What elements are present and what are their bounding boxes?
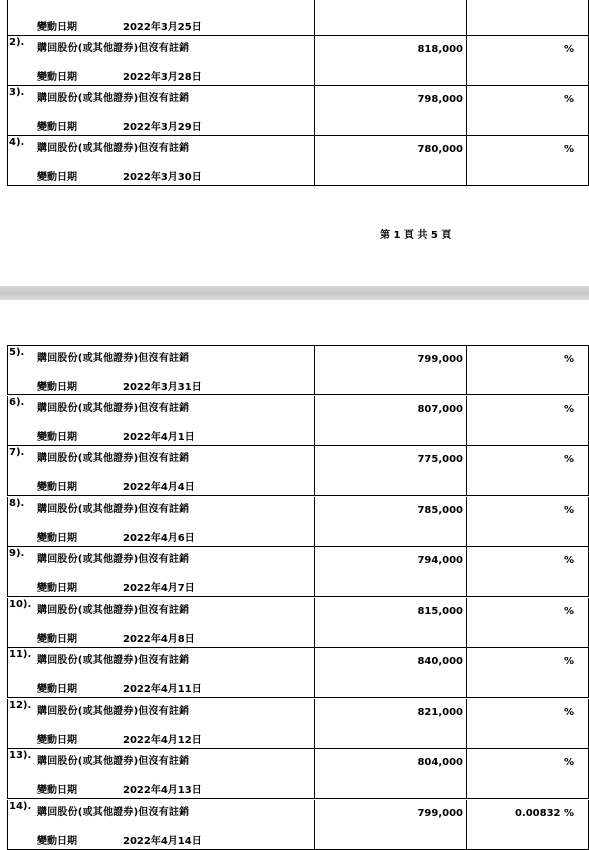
row-number: 2). bbox=[9, 37, 25, 48]
change-date-label: 變動日期 bbox=[37, 431, 77, 443]
row-description: 購回股份(或其他證券)但沒有註銷 bbox=[37, 93, 190, 104]
row-description: 購回股份(或其他證券)但沒有註銷 bbox=[37, 143, 190, 154]
share-count: 780,000 bbox=[417, 144, 463, 155]
percentage: % bbox=[563, 757, 574, 768]
row-number: 3). bbox=[9, 87, 25, 98]
percentage: % bbox=[563, 144, 574, 155]
change-date-value: 2022年3月29日 bbox=[123, 122, 202, 133]
share-count: 785,000 bbox=[417, 504, 463, 516]
change-date-label: 變動日期 bbox=[37, 172, 77, 183]
row-description: 購回股份(或其他證券)但沒有註銷 bbox=[37, 604, 190, 616]
change-date-label: 變動日期 bbox=[37, 22, 77, 33]
share-count: 799,000 bbox=[417, 807, 463, 819]
share-count: 775,000 bbox=[417, 454, 463, 465]
change-date-label: 變動日期 bbox=[37, 482, 77, 493]
percentage: % bbox=[563, 354, 574, 365]
change-date-label: 變動日期 bbox=[37, 633, 77, 645]
share-count: 807,000 bbox=[417, 403, 463, 415]
change-date-label: 變動日期 bbox=[37, 785, 77, 796]
row-description: 購回股份(或其他證券)但沒有註銷 bbox=[37, 453, 190, 464]
change-date-value: 2022年3月28日 bbox=[123, 72, 202, 83]
change-date-label: 變動日期 bbox=[37, 122, 77, 133]
change-date-label: 變動日期 bbox=[37, 684, 77, 695]
share-count: 840,000 bbox=[417, 656, 463, 667]
percentage: % bbox=[563, 706, 574, 718]
share-count: 821,000 bbox=[417, 706, 463, 718]
row-description: 購回股份(或其他證券)但沒有註銷 bbox=[37, 402, 190, 414]
change-date-value: 2022年4月4日 bbox=[123, 482, 195, 493]
change-date-value: 2022年3月25日 bbox=[123, 22, 202, 33]
page-footer: 第 1 頁 共 5 頁 bbox=[380, 230, 452, 241]
percentage: % bbox=[563, 44, 574, 55]
table-row bbox=[7, 396, 589, 446]
table-row bbox=[7, 36, 589, 86]
row-description: 購回股份(或其他證券)但沒有註銷 bbox=[37, 43, 190, 54]
row-number: 13). bbox=[9, 750, 32, 761]
change-date-value: 2022年4月7日 bbox=[123, 583, 195, 594]
change-date-value: 2022年4月14日 bbox=[123, 835, 202, 847]
row-number: 12). bbox=[9, 699, 32, 711]
row-number: 14). bbox=[9, 800, 32, 812]
table-row bbox=[7, 0, 589, 36]
table-row bbox=[7, 648, 589, 698]
document-page-2 bbox=[0, 300, 589, 847]
table-row bbox=[7, 749, 589, 799]
table-row bbox=[7, 800, 589, 850]
percentage: % bbox=[563, 454, 574, 465]
share-count: 799,000 bbox=[417, 354, 463, 365]
table-row bbox=[7, 547, 589, 597]
change-date-label: 變動日期 bbox=[37, 382, 77, 393]
table-row bbox=[7, 497, 589, 547]
change-date-value: 2022年3月30日 bbox=[123, 172, 202, 183]
row-number: 5). bbox=[9, 347, 25, 358]
row-number: 9). bbox=[9, 548, 25, 559]
table-row bbox=[7, 345, 589, 395]
document-page-1 bbox=[0, 0, 589, 286]
row-description: 購回股份(或其他證券)但沒有註銷 bbox=[37, 655, 190, 666]
percentage: % bbox=[563, 605, 574, 617]
change-date-label: 變動日期 bbox=[37, 835, 77, 847]
row-number: 11). bbox=[9, 649, 32, 660]
row-description: 購回股份(或其他證券)但沒有註銷 bbox=[37, 353, 190, 364]
percentage: % bbox=[563, 403, 574, 415]
change-date-value: 2022年4月6日 bbox=[123, 532, 195, 544]
percentage: % bbox=[563, 555, 574, 566]
row-description: 購回股份(或其他證券)但沒有註銷 bbox=[37, 756, 190, 767]
row-number: 10). bbox=[9, 598, 32, 610]
change-date-label: 變動日期 bbox=[37, 72, 77, 83]
row-description: 購回股份(或其他證券)但沒有註銷 bbox=[37, 705, 190, 717]
row-number: 6). bbox=[9, 396, 25, 408]
row-number: 7). bbox=[9, 447, 25, 458]
change-date-label: 變動日期 bbox=[37, 532, 77, 544]
table-row bbox=[7, 598, 589, 648]
change-date-label: 變動日期 bbox=[37, 583, 77, 594]
change-date-value: 2022年4月11日 bbox=[123, 684, 202, 695]
share-count: 798,000 bbox=[417, 94, 463, 105]
row-description: 購回股份(或其他證券)但沒有註銷 bbox=[37, 503, 190, 515]
row-description: 購回股份(或其他證券)但沒有註銷 bbox=[37, 806, 190, 818]
share-count: 815,000 bbox=[417, 605, 463, 617]
percentage: 0.00832 % bbox=[514, 807, 574, 819]
row-description: 購回股份(或其他證券)但沒有註銷 bbox=[37, 554, 190, 565]
percentage: % bbox=[563, 656, 574, 667]
table-row bbox=[7, 446, 589, 496]
share-count: 818,000 bbox=[417, 44, 463, 55]
percentage: % bbox=[563, 94, 574, 105]
share-count: 794,000 bbox=[417, 555, 463, 566]
row-number: 8). bbox=[9, 497, 25, 509]
change-date-value: 2022年4月8日 bbox=[123, 633, 195, 645]
change-date-label: 變動日期 bbox=[37, 734, 77, 746]
table-row bbox=[7, 699, 589, 749]
share-count: 804,000 bbox=[417, 757, 463, 768]
change-date-value: 2022年3月31日 bbox=[123, 382, 202, 393]
row-number: 4). bbox=[9, 137, 25, 148]
percentage: % bbox=[563, 504, 574, 516]
table-row bbox=[7, 136, 589, 186]
change-date-value: 2022年4月12日 bbox=[123, 734, 202, 746]
table-row bbox=[7, 86, 589, 136]
change-date-value: 2022年4月13日 bbox=[123, 785, 202, 796]
change-date-value: 2022年4月1日 bbox=[123, 431, 195, 443]
page-separator bbox=[0, 286, 589, 300]
